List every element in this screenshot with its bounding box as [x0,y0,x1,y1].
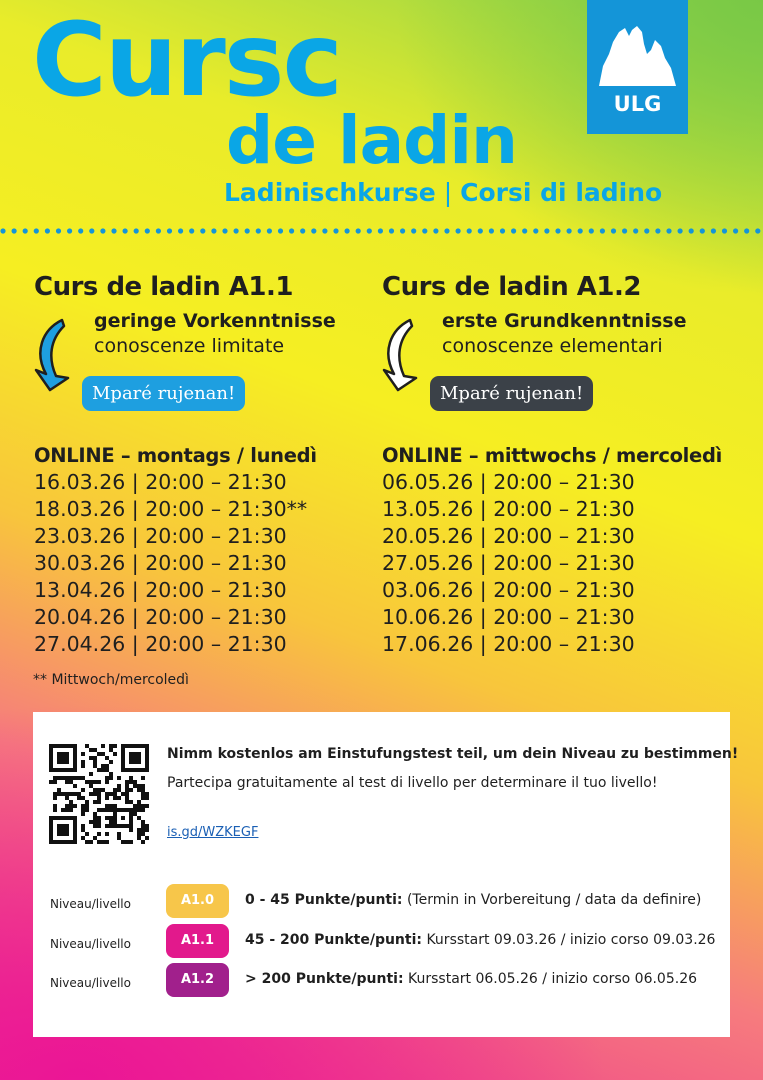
level-badge: A1.1 [166,924,229,958]
level-row-a12 [33,963,730,997]
cta-pill[interactable]: Mparé rujenan! [430,376,593,411]
level-badge: A1.0 [166,884,229,918]
title-de-ladin: de ladin [226,102,517,179]
schedule-a12 [382,444,722,658]
subtitle-de: Ladinischkurse [224,178,436,207]
date-row: 20.05.26 | 20:00 – 21:30 [382,524,635,548]
course-title: Curs de ladin A1.2 [382,272,641,302]
title-cursc: Cursc [32,1,341,120]
level-info: Kursstart 09.03.26 / inizio corso 09.03.26 [422,932,716,948]
level-text [245,932,715,948]
date-row: 20.04.26 | 20:00 – 21:30 [34,605,287,629]
date-row: 27.05.26 | 20:00 – 21:30 [382,551,635,575]
date-row: 27.04.26 | 20:00 – 21:30 [34,632,287,656]
level-row-a10 [33,884,730,918]
date-row: 16.03.26 | 20:00 – 21:30 [34,470,287,494]
course-desc-it: conoscenze elementari [442,335,663,357]
schedule-a11 [34,444,317,658]
test-text-it: Partecipa gratuitamente al test di livello per determinare il tuo livello! [167,775,658,791]
subtitle-separator: | [443,178,453,207]
date-row: 06.05.26 | 20:00 – 21:30 [382,470,635,494]
qr-code-icon[interactable] [49,744,149,844]
cta-pill[interactable]: Mparé rujenan! [82,376,245,411]
course-desc-de: geringe Vorkenntnisse [94,310,336,332]
date-row: 10.06.26 | 20:00 – 21:30 [382,605,635,629]
date-row: 13.05.26 | 20:00 – 21:30 [382,497,635,521]
course-title: Curs de ladin A1.1 [34,272,293,302]
schedule-days: – montags / lunedì [114,444,317,467]
dotted-divider [0,224,763,238]
logo-text: ULG [613,92,662,116]
level-label: Niveau/livello [50,937,131,951]
level-text [245,892,701,908]
curved-arrow-icon [28,318,86,392]
level-label: Niveau/livello [50,976,131,990]
ulg-logo [587,0,688,134]
course-a12 [382,272,687,404]
mountain-icon [599,24,676,86]
date-row: 23.03.26 | 20:00 – 21:30 [34,524,287,548]
date-row: 30.03.26 | 20:00 – 21:30 [34,551,287,575]
curved-arrow-icon [376,318,434,392]
level-label: Niveau/livello [50,897,131,911]
subtitle [224,178,662,207]
level-text [245,971,697,987]
date-row: 18.03.26 | 20:00 – 21:30** [34,497,308,521]
date-row: 03.06.26 | 20:00 – 21:30 [382,578,635,602]
level-info: (Termin in Vorbereitung / data da definire) [402,892,702,908]
test-panel [33,712,739,1037]
subtitle-it: Corsi di ladino [460,178,663,207]
schedule-heading [382,444,722,467]
schedule-heading [34,444,317,467]
test-text-de: Nimm kostenlos am Einstufungstest teil, um dein Niveau zu bestimmen! [167,746,739,762]
test-link[interactable]: is.gd/WZKEGF [167,825,259,840]
level-badge: A1.2 [166,963,229,997]
schedule-days: – mittwochs / mercoledì [462,444,723,467]
level-points: 45 - 200 Punkte/punti: [245,932,422,948]
schedule-mode: ONLINE [34,444,115,467]
course-desc-de: erste Grundkenntnisse [442,310,687,332]
course-desc-it: conoscenze limitate [94,335,285,357]
level-row-a11 [33,924,730,958]
level-info: Kursstart 06.05.26 / inizio corso 06.05.26 [403,971,698,987]
level-points: 0 - 45 Punkte/punti: [245,892,403,908]
course-a11 [34,272,336,404]
date-row: 17.06.26 | 20:00 – 21:30 [382,632,635,656]
schedule-mode: ONLINE [382,444,463,467]
footnote: ** Mittwoch/mercoledì [33,672,189,688]
date-row: 13.04.26 | 20:00 – 21:30 [34,578,287,602]
level-points: > 200 Punkte/punti: [245,971,404,987]
